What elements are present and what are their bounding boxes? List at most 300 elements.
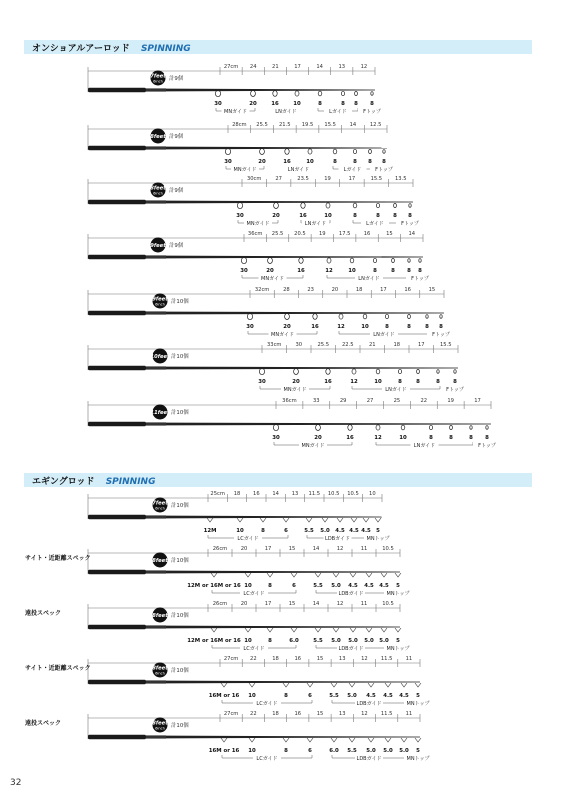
dimension-label: 25.5 — [271, 231, 284, 237]
dimension-label: 25.5 — [317, 342, 330, 348]
dimension-label: 15.5 — [439, 342, 452, 348]
guide-size-label: 12 — [374, 435, 382, 441]
rod-handle — [88, 680, 146, 684]
guide-size-label: 5.5 — [304, 528, 314, 534]
guide-size-label: 4.5 — [383, 693, 393, 699]
guide-size-label: 10 — [374, 379, 382, 385]
guide-size-label: 8 — [268, 638, 272, 644]
guide-size-label: 5.0 — [331, 638, 341, 644]
length-badge-label: 10feet — [150, 353, 170, 360]
section-title-text: オンショアルアーロッド — [32, 44, 130, 54]
dimension-label: 11 — [405, 711, 413, 717]
dimension-label: 33cm — [266, 342, 282, 348]
guide-size-label: 8 — [408, 213, 412, 219]
guide-group-label: LNガイド — [358, 276, 380, 282]
guide-size-label: 4.5 — [364, 583, 374, 589]
guide-size-label: 8 — [353, 159, 357, 165]
dimension-label: 14 — [312, 546, 320, 552]
guide-ring — [322, 518, 328, 522]
guide-count-label: 計10個 — [171, 613, 189, 619]
section-subtitle: SPINNING — [105, 477, 156, 487]
rod-blank — [166, 571, 400, 574]
dimension-label: 17 — [264, 546, 272, 552]
guide-group-label: MNトップ — [386, 591, 410, 597]
guide-size-label: 16M or 16 — [208, 693, 240, 699]
guide-size-label: 8 — [284, 748, 288, 754]
guide-ring — [291, 628, 297, 632]
guide-size-label: 5.0 — [379, 638, 389, 644]
dimension-label: 13 — [338, 656, 346, 662]
guide-ring — [307, 683, 313, 687]
guide-ring — [381, 573, 387, 577]
guide-ring — [385, 738, 391, 742]
guide-size-label: 5.5 — [313, 583, 323, 589]
guide-size-label: 4.5 — [379, 583, 389, 589]
length-badge-label: 7feet — [152, 500, 168, 507]
dimension-label: 29 — [339, 398, 347, 404]
guide-ring — [366, 628, 372, 632]
length-badge-sub: 6inch — [155, 302, 165, 307]
guide-size-label: 8 — [370, 101, 374, 107]
dimension-label: 22 — [420, 398, 428, 404]
dimension-label: 18 — [233, 491, 241, 497]
guide-count-label: 計10個 — [171, 354, 189, 360]
dimension-label: 27cm — [223, 711, 239, 717]
guide-ring — [267, 628, 273, 632]
guide-size-label: 8 — [391, 268, 395, 274]
length-badge-sub: 6inch — [155, 671, 165, 676]
guide-ring — [291, 573, 297, 577]
dimension-label: 16 — [253, 491, 260, 497]
guide-size-label: 10 — [248, 748, 256, 754]
guide-size-label: 10 — [348, 268, 356, 274]
dimension-label: 14 — [312, 601, 320, 607]
guide-group-label: Lガイド — [366, 221, 384, 227]
guide-group-label: LNガイド — [373, 332, 395, 338]
length-badge-label: 8feet — [152, 612, 168, 619]
guide-size-label: 5 — [376, 528, 380, 534]
dimension-label: 15.5 — [370, 176, 383, 182]
guide-group-label: LDBガイド — [356, 756, 382, 762]
guide-size-label: 8 — [268, 583, 272, 589]
guide-size-label: 20 — [272, 213, 280, 219]
guide-size-label: 8 — [318, 101, 322, 107]
guide-size-label: 4.5 — [335, 528, 345, 534]
rod-reel-seat — [146, 570, 166, 573]
rod-blank — [166, 516, 382, 519]
guide-size-label: 10 — [248, 693, 256, 699]
dimension-label: 32cm — [254, 287, 270, 293]
guide-size-label: 5 — [416, 693, 420, 699]
dimension-label: 27 — [366, 398, 374, 404]
length-badge-label: 8feet — [152, 665, 168, 672]
rod-handle — [88, 735, 146, 739]
dimension-label: 10 — [369, 491, 376, 497]
guide-size-label: 16 — [283, 159, 291, 165]
guide-size-label: 8 — [284, 693, 288, 699]
guide-size-label: 8 — [469, 435, 473, 441]
guide-size-label: 5.0 — [348, 638, 358, 644]
guide-group-label: LDBガイド — [356, 701, 382, 707]
guide-group-label: LNガイド — [385, 387, 407, 393]
guide-size-label: 8 — [449, 435, 453, 441]
guide-size-label: 8 — [436, 379, 440, 385]
guide-size-label: 5.0 — [383, 748, 393, 754]
dimension-label: 19.5 — [301, 122, 314, 128]
guide-size-label: 16 — [324, 379, 332, 385]
dimension-label: 10.5 — [382, 546, 394, 552]
guide-size-label: 6 — [308, 693, 312, 699]
guide-group-label: MNガイド — [271, 332, 294, 338]
guide-ring — [283, 738, 289, 742]
guide-count-label: 計9個 — [169, 134, 184, 140]
guide-size-label: 16 — [297, 268, 305, 274]
dimension-label: 16 — [363, 231, 371, 237]
guide-size-label: 5.0 — [320, 528, 330, 534]
guide-size-label: 20 — [249, 101, 257, 107]
guide-size-label: 5 — [396, 583, 400, 589]
guide-size-label: 8 — [376, 213, 380, 219]
rod-blank — [166, 681, 420, 684]
guide-size-label: 6.0 — [329, 748, 339, 754]
guide-group-label: LDBガイド — [325, 536, 350, 542]
dimension-label: 17 — [348, 176, 356, 182]
dimension-label: 30 — [295, 342, 303, 348]
dimension-label: 17 — [474, 398, 481, 404]
guide-ring — [315, 573, 321, 577]
dimension-label: 22 — [250, 711, 257, 717]
guide-size-label: 20 — [283, 324, 291, 330]
guide-group-label: LDBガイド — [338, 646, 364, 652]
guide-size-label: 30 — [236, 213, 244, 219]
rod-diagram — [25, 711, 432, 762]
guide-ring — [366, 573, 372, 577]
page-number: 32 — [10, 778, 22, 788]
dimension-label: 18 — [393, 342, 401, 348]
guide-group-label: MNトップ — [366, 536, 390, 542]
dimension-label: 27cm — [223, 64, 239, 70]
dimension-label: 36cm — [282, 398, 297, 404]
guide-size-label: 8 — [354, 101, 358, 107]
length-badge-sub: 6inch — [155, 506, 165, 511]
dimension-label: 19 — [447, 398, 454, 404]
guide-group-label: MNガイド — [233, 167, 257, 173]
guide-group-label: MNガイド — [224, 109, 247, 115]
guide-size-label: 30 — [224, 159, 232, 165]
spec-label: 遠投スペック — [25, 610, 62, 617]
dimension-label: 11.5 — [380, 656, 393, 662]
guide-size-label: 5 — [396, 638, 400, 644]
rod-blank — [166, 736, 420, 739]
length-badge-label: 8feet — [152, 720, 168, 727]
dimension-label: 10.5 — [382, 601, 394, 607]
guide-size-label: 6 — [284, 528, 288, 534]
dimension-label: 19 — [324, 176, 331, 182]
guide-size-label: 8 — [393, 213, 397, 219]
dimension-label: 12 — [336, 546, 344, 552]
rod-diagram — [25, 546, 412, 597]
dimension-label: 17 — [264, 601, 272, 607]
guide-ring — [211, 628, 217, 632]
dimension-label: 10.5 — [347, 491, 359, 497]
guide-size-label: 10 — [244, 638, 252, 644]
rod-diagram — [88, 491, 392, 542]
dimension-label: 30cm — [246, 176, 262, 182]
dimension-label: 15 — [288, 601, 296, 607]
guide-ring — [306, 518, 312, 522]
guide-ring — [207, 518, 213, 522]
guide-size-label: 5.0 — [364, 638, 374, 644]
guide-size-label: 5 — [416, 748, 420, 754]
guide-group-label: LCガイド — [243, 591, 265, 597]
dimension-label: 28 — [283, 287, 290, 293]
section-title-text: エギングロッド — [32, 477, 95, 487]
guide-size-label: 16M or 16 — [208, 748, 240, 754]
guide-ring — [375, 518, 381, 522]
guide-group-label: LDBガイド — [338, 591, 364, 597]
guide-group-label: LCガイド — [256, 756, 278, 762]
guide-ring — [211, 573, 217, 577]
guide-size-label: 8 — [416, 379, 420, 385]
guide-ring — [395, 573, 401, 577]
guide-ring — [368, 683, 374, 687]
dimension-label: 24 — [249, 64, 257, 70]
section-subtitle: SPINNING — [140, 44, 191, 54]
guide-group-label: MNトップ — [406, 701, 430, 707]
guide-size-label: 16 — [299, 213, 307, 219]
dimension-label: 15 — [428, 287, 436, 293]
guide-ring — [283, 518, 289, 522]
guide-group-label: Fトップ — [432, 332, 450, 338]
guide-ring — [385, 683, 391, 687]
guide-ring — [415, 683, 421, 687]
dimension-label: 13 — [338, 711, 346, 717]
guide-group-label: LCガイド — [243, 646, 265, 652]
guide-size-label: 8 — [373, 268, 377, 274]
dimension-label: 11 — [360, 546, 368, 552]
guide-group-label: MNガイド — [301, 443, 325, 449]
guide-group-label: Fトップ — [363, 109, 381, 115]
dimension-label: 17 — [380, 287, 387, 293]
guide-size-label: 20 — [266, 268, 274, 274]
guide-size-label: 10 — [361, 324, 369, 330]
guide-size-label: 8 — [425, 324, 429, 330]
rod-reel-seat — [146, 735, 166, 738]
guide-size-label: 30 — [214, 101, 222, 107]
guide-ring — [350, 628, 356, 632]
dimension-label: 13 — [291, 491, 299, 497]
guide-ring — [401, 683, 407, 687]
guide-ring — [333, 573, 339, 577]
guide-group-label: Lガイド — [343, 167, 362, 173]
spec-label: サイト・近距離スペック — [25, 555, 91, 562]
dimension-label: 13 — [338, 64, 346, 70]
guide-size-label: 20 — [292, 379, 300, 385]
guide-group-label: LNガイド — [413, 443, 436, 449]
guide-ring — [245, 628, 251, 632]
guide-size-label: 6 — [308, 748, 312, 754]
guide-size-label: 8 — [398, 379, 402, 385]
rod-handle — [88, 625, 146, 629]
guide-ring — [381, 628, 387, 632]
length-badge-label: 8feet — [152, 557, 168, 564]
dimension-label: 15 — [316, 711, 324, 717]
guide-group-label: Fトップ — [401, 221, 419, 227]
guide-count-label: 計10個 — [171, 503, 189, 509]
dimension-label: 18 — [272, 656, 279, 662]
guide-count-label: 計10個 — [171, 668, 189, 674]
guide-group-label: LNガイド — [304, 221, 327, 227]
guide-size-label: 10 — [293, 101, 301, 107]
guide-ring — [331, 683, 337, 687]
guide-ring — [363, 518, 369, 522]
guide-size-label: 30 — [258, 379, 266, 385]
guide-ring — [331, 738, 337, 742]
guide-ring — [307, 738, 313, 742]
guide-ring — [221, 683, 227, 687]
dimension-label: 16 — [294, 656, 302, 662]
guide-size-label: 12 — [325, 268, 333, 274]
guide-size-label: 10 — [244, 583, 252, 589]
guide-size-label: 5.0 — [399, 748, 409, 754]
length-badge-label: 8feet — [150, 185, 166, 192]
dimension-label: 21 — [368, 342, 376, 348]
guide-ring — [333, 628, 339, 632]
spec-label: 遠投スペック — [25, 720, 62, 727]
dimension-label: 17 — [417, 342, 425, 348]
guide-size-label: 8 — [341, 101, 345, 107]
guide-group-label: Fトップ — [375, 167, 393, 173]
guide-size-label: 20 — [314, 435, 322, 441]
dimension-label: 23.5 — [297, 176, 309, 182]
guide-ring — [368, 738, 374, 742]
guide-size-label: 8 — [485, 435, 489, 441]
guide-count-label: 計9個 — [169, 243, 184, 249]
guide-group-label: MNトップ — [406, 756, 430, 762]
guide-size-label: 8 — [453, 379, 457, 385]
dimension-label: 12 — [336, 601, 344, 607]
guide-group-label: Fトップ — [478, 443, 496, 449]
rod-reel-seat — [146, 625, 166, 628]
guide-group-label: LCガイド — [256, 701, 278, 707]
guide-ring — [349, 738, 355, 742]
guide-size-label: 16 — [271, 101, 279, 107]
guide-size-label: 30 — [240, 268, 248, 274]
rod-handle — [88, 515, 146, 519]
dimension-label: 21 — [272, 64, 279, 70]
guide-size-label: 16 — [346, 435, 354, 441]
guide-size-label: 8 — [368, 159, 372, 165]
guide-group-label: MNトップ — [386, 646, 410, 652]
guide-size-label: 16 — [311, 324, 319, 330]
dimension-label: 15 — [316, 656, 324, 662]
guide-count-label: 計10個 — [171, 299, 189, 305]
dimension-label: 23 — [307, 287, 314, 293]
guide-group-label: LNガイド — [275, 109, 297, 115]
length-badge-label: 9feet — [152, 296, 168, 303]
dimension-label: 12.5 — [369, 122, 382, 128]
guide-size-label: 8 — [439, 324, 443, 330]
dimension-label: 21.5 — [279, 122, 291, 128]
guide-size-label: 8 — [333, 159, 337, 165]
rod-reel-seat — [146, 680, 166, 683]
guide-group-label: MNガイド — [261, 276, 284, 282]
dimension-label: 19 — [319, 231, 326, 237]
guide-size-label: 12M or 16M or 16 — [187, 638, 241, 644]
guide-size-label: 20 — [258, 159, 266, 165]
length-badge-sub: 6inch — [155, 726, 165, 731]
guide-size-label: 8 — [429, 435, 433, 441]
guide-size-label: 4.5 — [361, 528, 371, 534]
guide-size-label: 4.5 — [349, 528, 359, 534]
dimension-label: 22 — [250, 656, 257, 662]
dimension-label: 14 — [316, 64, 323, 70]
guide-ring — [415, 738, 421, 742]
length-badge-sub: 6inch — [153, 79, 163, 84]
guide-size-label: 10 — [306, 159, 314, 165]
dimension-label: 20 — [240, 546, 248, 552]
guide-size-label: 5.0 — [347, 693, 357, 699]
guide-size-label: 5.0 — [331, 583, 341, 589]
dimension-label: 18 — [272, 711, 279, 717]
guide-ring — [337, 518, 343, 522]
dimension-label: 36cm — [247, 231, 263, 237]
guide-ring — [221, 738, 227, 742]
dimension-label: 22.5 — [341, 342, 354, 348]
dimension-label: 25.5 — [256, 122, 268, 128]
dimension-label: 15.5 — [324, 122, 336, 128]
guide-ring — [245, 573, 251, 577]
guide-ring — [349, 683, 355, 687]
dimension-label: 12 — [361, 711, 368, 717]
length-badge-label: 8feet — [150, 133, 166, 140]
guide-size-label: 10 — [236, 528, 244, 534]
guide-group-label: Lガイド — [329, 109, 347, 115]
guide-ring — [237, 518, 243, 522]
length-badge-label: 7feet — [150, 73, 166, 80]
guide-ring — [395, 628, 401, 632]
rod-diagram — [25, 601, 412, 652]
guide-group-label: MNガイド — [283, 387, 307, 393]
dimension-label: 26cm — [212, 601, 228, 607]
guide-count-label: 計9個 — [169, 76, 184, 82]
guide-ring — [401, 738, 407, 742]
guide-ring — [267, 573, 273, 577]
guide-size-label: 6 — [292, 583, 296, 589]
dimension-label: 10.5 — [327, 491, 340, 497]
guide-group-label: LCガイド — [237, 536, 259, 542]
guide-size-label: 5.5 — [347, 748, 357, 754]
guide-count-label: 計9個 — [169, 188, 184, 194]
dimension-label: 12 — [360, 64, 368, 70]
guide-size-label: 12 — [350, 379, 358, 385]
guide-size-label: 8 — [261, 528, 265, 534]
dimension-label: 25cm — [210, 491, 225, 497]
guide-ring — [249, 683, 255, 687]
guide-size-label: 8 — [418, 268, 422, 274]
guide-size-label: 4.5 — [399, 693, 409, 699]
guide-size-label: 8 — [407, 324, 411, 330]
dimension-label: 16 — [294, 711, 302, 717]
guide-group-label: MNガイド — [246, 221, 270, 227]
guide-ring — [260, 518, 266, 522]
guide-size-label: 4.5 — [348, 583, 358, 589]
guide-size-label: 8 — [353, 213, 357, 219]
dimension-label: 12 — [361, 656, 368, 662]
rod-handle — [88, 570, 146, 574]
guide-count-label: 計10個 — [171, 723, 189, 729]
guide-size-label: 30 — [246, 324, 254, 330]
